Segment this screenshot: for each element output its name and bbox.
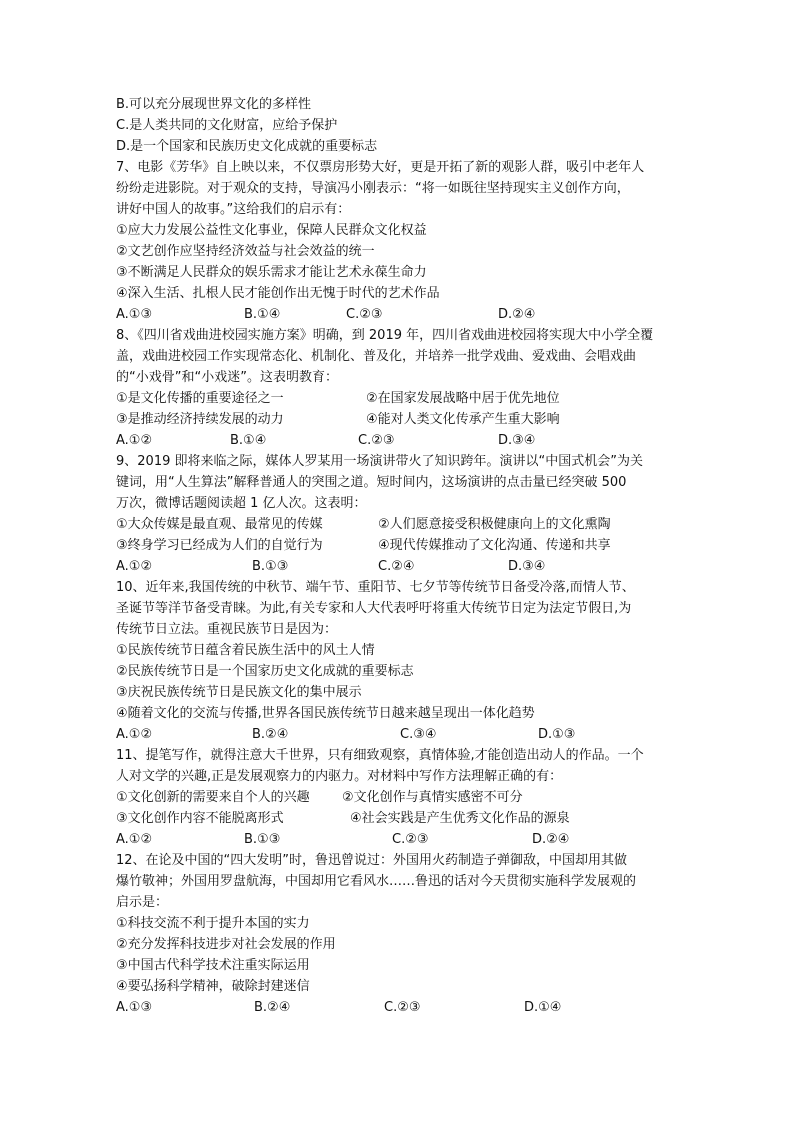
stem-line: 键词，用“人生算法”解释普通人的突围之道。短时间内，这场演讲的点击量已经突破 500 — [116, 475, 627, 490]
option-2: ②文化创作与真情实感密不可分 — [342, 790, 523, 805]
answer-choices — [116, 997, 686, 1018]
stem-line: 人对文学的兴趣,正是发展观察力的内驱力。对材料中写作方法理解正确的有： — [116, 769, 563, 784]
option-line: ①民族传统节日蕴含着民族生活中的风土人情 — [116, 643, 375, 658]
exam-page — [116, 94, 686, 1018]
stem-line: 12、在论及中国的“四大发明”时，鲁迅曾说过：外国用火药制造子弹御敌，中国却用其做 — [116, 853, 628, 868]
choice-d: D.②④ — [498, 307, 536, 322]
option-row — [116, 409, 686, 430]
stem-line: 爆竹敬神；外国用罗盘航海，中国却用它看风水……鲁迅的话对今天贯彻实施科学发展观的 — [116, 874, 637, 889]
option-row — [116, 388, 686, 409]
choice-b: B.①④ — [244, 307, 281, 322]
option-line: B.可以充分展现世界文化的多样性 — [116, 97, 312, 112]
stem-line: 11、提笔写作，就得注意大千世界，只有细致观察，真情体验,才能创造出动人的作品。一个 — [116, 748, 644, 763]
option-line: ④深入生活、扎根人民才能创作出无愧于时代的艺术作品 — [116, 286, 440, 301]
question-7 — [116, 157, 686, 325]
stem-line: 8、《四川省戏曲进校园实施方案》明确，到 2019 年，四川省戏曲进校园将实现大中小学全覆 — [116, 328, 654, 343]
option-line: D.是一个国家和民族历史文化成就的重要标志 — [116, 139, 378, 154]
stem-line: 纷纷走进影院。对于观众的支持，导演冯小刚表示：“将一如既往坚持现实主义创作方向， — [116, 181, 630, 196]
answer-choices — [116, 556, 686, 577]
choice-b: B.①④ — [230, 433, 267, 448]
option-1: ①是文化传播的重要途径之一 — [116, 391, 284, 406]
choice-a: A.①② — [116, 727, 153, 742]
question-6-tail — [116, 94, 686, 157]
question-12 — [116, 850, 686, 1018]
stem-line: 万次，微博话题阅读超 1 亿人次。这表明： — [116, 496, 367, 511]
question-8 — [116, 325, 686, 451]
option-1: ①文化创新的需要来自个人的兴趣 — [116, 790, 310, 805]
option-line: ③中国古代科学技术注重实际运用 — [116, 958, 310, 973]
stem-line: 圣诞节等洋节备受青睐。为此,有关专家和人大代表呼吁将重大传统节日定为法定节假日,为 — [116, 601, 632, 616]
choice-c: C.②③ — [358, 433, 395, 448]
choice-a: A.①② — [116, 433, 153, 448]
choice-b: B.②④ — [252, 727, 289, 742]
option-line: ④要弘扬科学精神，破除封建迷信 — [116, 979, 310, 994]
choice-d: D.①④ — [524, 1000, 562, 1015]
choice-d: D.③④ — [498, 433, 536, 448]
stem-line: 10、近年来,我国传统的中秋节、端午节、重阳节、七夕节等传统节日备受冷落,而情人节、 — [116, 580, 635, 595]
choice-c: C.②④ — [378, 559, 415, 574]
option-2: ②人们愿意接受积极健康向上的文化熏陶 — [378, 517, 611, 532]
option-line: C.是人类共同的文化财富，应给予保护 — [116, 118, 338, 133]
choice-d: D.①③ — [538, 727, 576, 742]
option-2: ②在国家发展战略中居于优先地位 — [366, 391, 560, 406]
option-3: ③是推动经济持续发展的动力 — [116, 412, 284, 427]
option-line: ①应大力发展公益性文化事业，保障人民群众文化权益 — [116, 223, 427, 238]
option-row — [116, 808, 686, 829]
choice-d: D.③④ — [508, 559, 546, 574]
option-4: ④能对人类文化传承产生重大影响 — [366, 412, 560, 427]
stem-line: 盖，戏曲进校园工作实现常态化、机制化、普及化，并培养一批学戏曲、爱戏曲、会唱戏曲 — [116, 349, 637, 364]
stem-line: 传统节日立法。重视民族节日是因为： — [116, 622, 338, 637]
answer-choices — [116, 304, 686, 325]
option-row — [116, 514, 686, 535]
choice-b: B.①③ — [244, 832, 281, 847]
question-11 — [116, 745, 686, 850]
choice-a: A.①③ — [116, 307, 153, 322]
stem-line: 9、2019 即将来临之际，媒体人罗某用一场演讲带火了知识跨年。演讲以“中国式机会”为关 — [116, 454, 643, 469]
option-line: ④随着文化的交流与传播,世界各国民族传统节日越来越呈现出一体化趋势 — [116, 706, 535, 721]
option-1: ①大众传媒是最直观、最常见的传媒 — [116, 517, 323, 532]
option-line: ③不断满足人民群众的娱乐需求才能让艺术永葆生命力 — [116, 265, 427, 280]
stem-line: 讲好中国人的故事。”这给我们的启示有： — [116, 202, 351, 217]
answer-choices — [116, 724, 686, 745]
choice-b: B.①③ — [252, 559, 289, 574]
choice-a: A.①③ — [116, 1000, 153, 1015]
option-line: ②文艺创作应坚持经济效益与社会效益的统一 — [116, 244, 375, 259]
option-3: ③终身学习已经成为人们的自觉行为 — [116, 538, 323, 553]
option-line: ③庆祝民族传统节日是民族文化的集中展示 — [116, 685, 362, 700]
stem-line: 7、电影《芳华》自上映以来，不仅票房形势大好，更是开拓了新的观影人群，吸引中老年人 — [116, 160, 645, 175]
choice-c: C.②③ — [346, 307, 383, 322]
question-9 — [116, 451, 686, 577]
option-4: ④现代传媒推动了文化沟通、传递和共享 — [378, 538, 611, 553]
option-line: ②充分发挥科技进步对社会发展的作用 — [116, 937, 336, 952]
choice-c: C.②③ — [384, 1000, 421, 1015]
choice-a: A.①② — [116, 832, 153, 847]
choice-c: C.②③ — [392, 832, 429, 847]
question-10 — [116, 577, 686, 745]
choice-b: B.②④ — [254, 1000, 291, 1015]
stem-line: 的“小戏骨”和“小戏迷”。这表明教育： — [116, 370, 338, 385]
option-row — [116, 787, 686, 808]
choice-a: A.①② — [116, 559, 153, 574]
answer-choices — [116, 430, 686, 451]
stem-line: 启示是： — [116, 895, 169, 910]
option-line: ②民族传统节日是一个国家历史文化成就的重要标志 — [116, 664, 414, 679]
option-line: ①科技交流不利于提升本国的实力 — [116, 916, 310, 931]
choice-d: D.②④ — [532, 832, 570, 847]
option-4: ④社会实践是产生优秀文化作品的源泉 — [350, 811, 570, 826]
answer-choices — [116, 829, 686, 850]
option-row — [116, 535, 686, 556]
option-3: ③文化创作内容不能脱离形式 — [116, 811, 284, 826]
choice-c: C.③④ — [400, 727, 437, 742]
